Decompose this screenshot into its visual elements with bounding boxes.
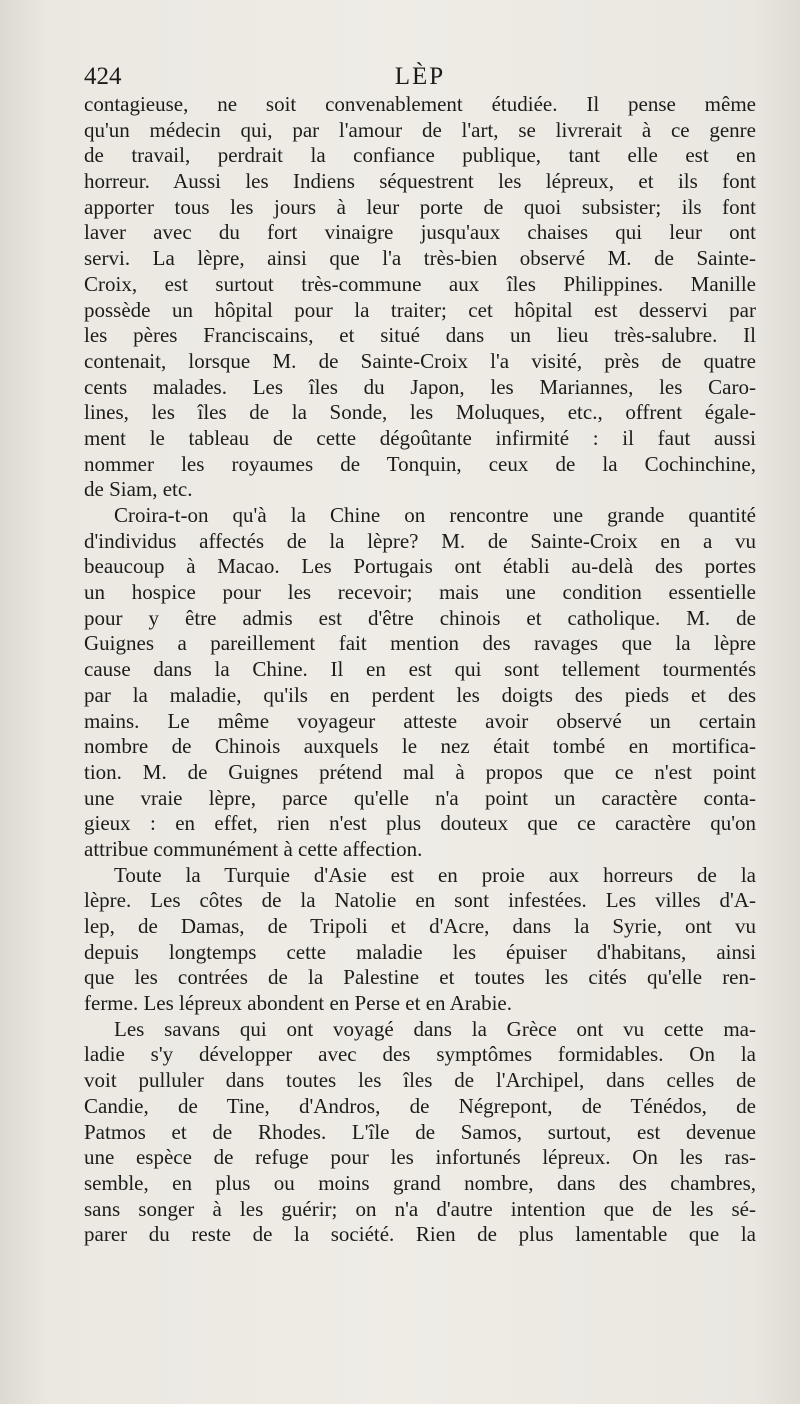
text-line: gieux : en effet, rien n'est plus douteux que ce caractère qu'on [84,811,756,836]
text-line: laver avec du fort vinaigre jusqu'aux chaises qui leur ont [84,220,756,245]
text-line: mains. Le même voyageur atteste avoir observé un certain [84,708,756,733]
text-line: lep, de Damas, de Tripoli et d'Acre, dans la Syrie, ont vu [84,914,756,938]
text-line: pour y être admis est d'être chinois et catholique. M. de [84,605,756,630]
text-line: nombre de Chinois auxquels le nez était tombé en mortifica- [84,734,756,759]
text-line: nommer les royaumes de Tonquin, ceux de la Cochinchine, [84,451,756,476]
page-number: 424 [84,63,122,90]
text-line: une espèce de refuge pour les infortunés lépreux. On les ras- [84,1145,756,1170]
text-line: Guignes a pareillement fait mention des ravages que la lèpre [84,631,756,656]
text-line: que les contrées de la Palestine et toutes les cités qu'elle ren- [84,965,756,990]
text-line: contenait, lorsque M. de Sainte-Croix l'a visité, près de quatre [84,348,756,373]
text-line: semble, en plus ou moins grand nombre, dans des chambres, [84,1170,756,1195]
text-line: voit pulluler dans toutes les îles de l'Archipel, dans celles de [84,1068,756,1093]
text-line: Croix, est surtout très-commune aux îles Philippines. Manille [84,271,756,296]
text-line: de travail, perdrait la confiance publique, tant elle est en [84,143,756,168]
text-line: d'individus affectés de la lèpre? M. de Sainte-Croix en a vu [84,528,756,553]
text-line: ladie s'y développer avec des symptômes formidables. On la [84,1042,756,1067]
paragraph [84,863,756,1017]
text-line: Toute la Turquie d'Asie est en proie aux horreurs de la [114,862,756,887]
running-head: LÈP [394,63,446,90]
paragraph [84,92,756,503]
body-text [84,92,756,1248]
page-header [84,60,756,94]
text-line: parer du reste de la société. Rien de plus lamentable que la [84,1222,756,1247]
text-line: sans songer à les guérir; on n'a d'autre intention que de les sé- [84,1196,756,1221]
text-line: de Siam, etc. [84,477,193,502]
text-line: contagieuse, ne soit convenablement étudiée. Il pense même [84,92,756,116]
text-line: les pères Franciscains, et situé dans un lieu très-salubre. Il [84,323,756,348]
text-line: qu'un médecin qui, par l'amour de l'art, se livrerait à ce genre [84,117,756,142]
paragraph [84,1017,756,1248]
text-line: par la maladie, qu'ils en perdent les doigts des pieds et des [84,682,756,707]
text-line: cents malades. Les îles du Japon, les Mariannes, les Caro- [84,374,756,399]
text-line: Les savans qui ont voyagé dans la Grèce ont vu cette ma- [114,1016,756,1041]
text-line: Croira-t-on qu'à la Chine on rencontre une grande quantité [114,503,756,527]
text-line: beaucoup à Macao. Les Portugais ont établi au-delà des portes [84,554,756,579]
text-line: ferme. Les lépreux abondent en Perse et en Arabie. [84,991,512,1016]
text-line: apporter tous les jours à leur porte de quoi subsister; ils font [84,194,756,219]
text-line: attribue communément à cette affection. [84,836,423,861]
text-line: possède un hôpital pour la traiter; cet hôpital est desservi par [84,297,756,322]
text-line: lines, les îles de la Sonde, les Moluques, etc., offrent égale- [84,400,756,425]
text-line: lèpre. Les côtes de la Natolie en sont infestées. Les villes d'A- [84,888,756,913]
text-line: cause dans la Chine. Il en est qui sont tellement tourmentés [84,657,756,682]
paragraph [84,503,756,863]
text-line: une vraie lèpre, parce qu'elle n'a point un caractère conta- [84,785,756,810]
text-line: depuis longtemps cette maladie les épuiser d'habitans, ainsi [84,939,756,964]
text-line: un hospice pour les recevoir; mais une condition essentielle [84,580,756,605]
text-line: tion. M. de Guignes prétend mal à propos que ce n'est point [84,759,756,784]
text-line: servi. La lèpre, ainsi que l'a très-bien observé M. de Sainte- [84,246,756,271]
text-line: ment le tableau de cette dégoûtante infirmité : il faut aussi [84,425,756,450]
text-line: Candie, de Tine, d'Andros, de Négrepont, de Ténédos, de [84,1093,756,1118]
text-line: Patmos et de Rhodes. L'île de Samos, surtout, est devenue [84,1119,756,1144]
text-line: horreur. Aussi les Indiens séquestrent les lépreux, et ils font [84,169,756,194]
